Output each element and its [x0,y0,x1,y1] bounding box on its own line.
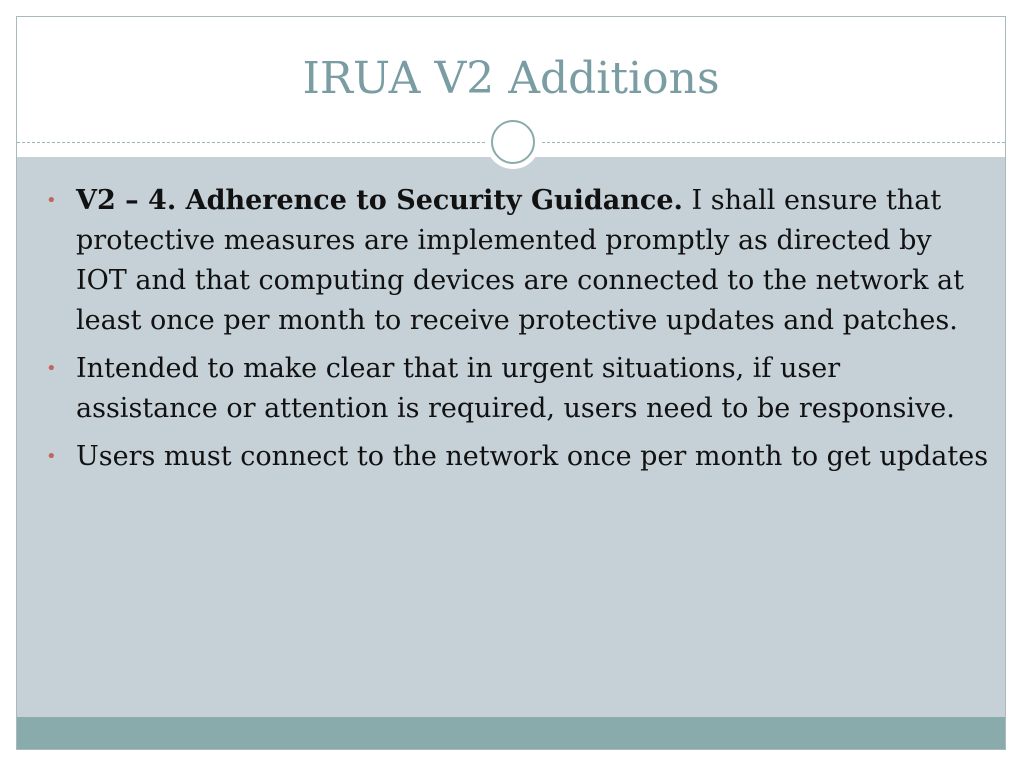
circle-ornament-icon [486,115,540,169]
bullet-lead: V2 – 4. Adherence to Security Guidance. [76,185,683,216]
bullet-icon: • [46,446,57,467]
bullet-list [44,181,989,485]
list-item [44,349,989,429]
list-item [44,437,989,477]
slide-title: IRUA V2 Additions [302,52,720,104]
bullet-text: Intended to make clear that in urgent situations, if user assistance or attention is required, users need to be responsive. [76,353,955,424]
list-item [44,181,989,341]
slide [16,16,1006,750]
bullet-icon: • [46,358,57,379]
bullet-text: Users must connect to the network once per month to get updates [76,441,989,472]
footer-bar [17,717,1005,750]
bullet-icon: • [46,190,57,211]
bullet-text: I shall ensure that protective measures are implemented promptly as directed by IOT and that computing devices are connected to the network at least once per month to receive protective updates and patches. [76,185,964,336]
